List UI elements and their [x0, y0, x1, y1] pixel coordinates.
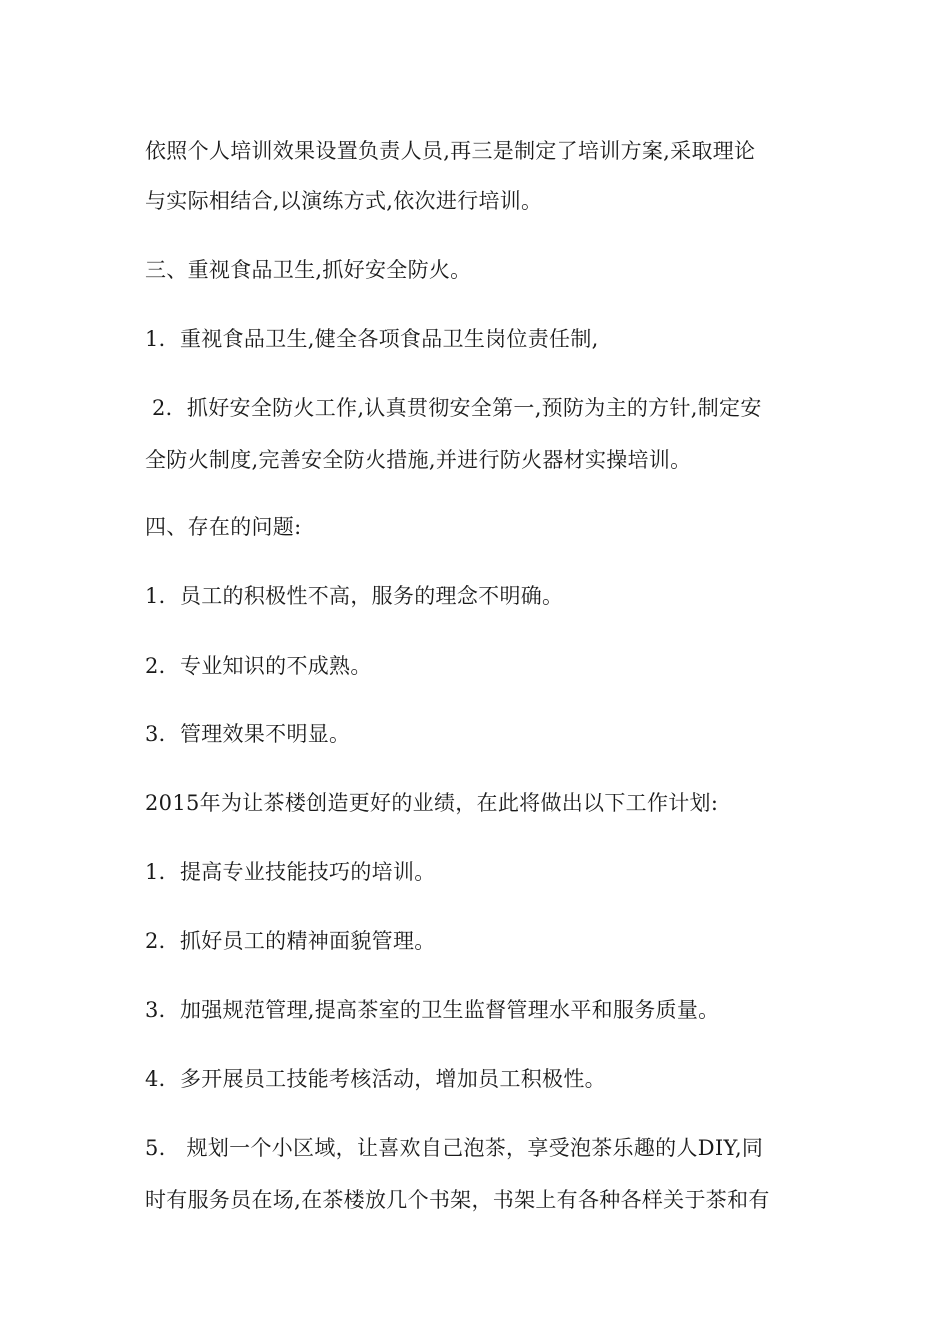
list-item: 3．管理效果不明显。: [145, 722, 351, 746]
section-heading: 四、存在的问题:: [145, 515, 302, 539]
paragraph-line: 全防火制度,完善安全防火措施,并进行防火器材实操培训。: [145, 448, 692, 472]
paragraph-line: 时有服务员在场,在茶楼放几个书架，书架上有各种各样关于茶和有: [145, 1188, 770, 1212]
list-item: 5. 规划一个小区域，让喜欢自己泡茶，享受泡茶乐趣的人DIY,同: [145, 1136, 764, 1160]
section-heading: 三、重视食品卫生,抓好安全防火。: [145, 258, 472, 282]
list-item: 2．抓好安全防火工作,认真贯彻安全第一,预防为主的方针,制定安: [145, 396, 762, 420]
paragraph-line: 与实际相结合,以演练方式,依次进行培训。: [145, 189, 543, 213]
list-item: 2．抓好员工的精神面貌管理。: [145, 929, 436, 953]
paragraph-line: 依照个人培训效果设置负责人员,再三是制定了培训方案,采取理论: [145, 139, 756, 163]
list-item: 3．加强规范管理,提高茶室的卫生监督管理水平和服务质量。: [145, 998, 720, 1022]
list-item: 1．员工的积极性不高，服务的理念不明确。: [145, 584, 564, 608]
list-item: 4．多开展员工技能考核活动，增加员工积极性。: [145, 1067, 606, 1091]
list-item: 2．专业知识的不成熟。: [145, 654, 372, 678]
list-item: 1．提高专业技能技巧的培训。: [145, 860, 436, 884]
paragraph-line: 2015年为让茶楼创造更好的业绩，在此将做出以下工作计划:: [145, 791, 719, 815]
list-item: 1．重视食品卫生,健全各项食品卫生岗位责任制,: [145, 327, 599, 351]
